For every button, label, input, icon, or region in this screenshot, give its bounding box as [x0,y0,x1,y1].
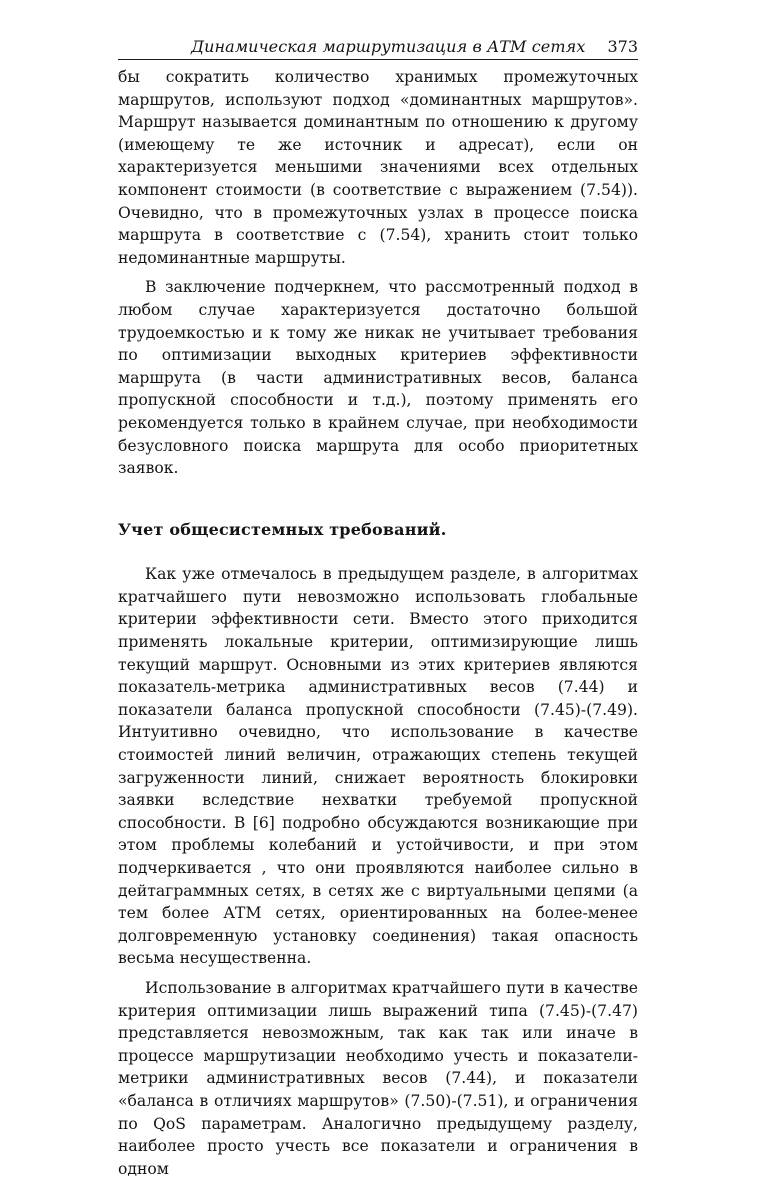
body-text [118,66,638,1180]
section-heading: Учет общесистемных требований. [118,519,447,539]
paragraph-global-criteria: Как уже отмечалось в предыдущем разделе, в алгоритмах кратчайшего пути невозможно использовать глобальные критерии эффективности сети. Вместо этого приходится применять локальные критерии, оптимизирующие лишь текущий маршрут. Основными из этих критериев являются показатель-метрика административных весов (7.44) и показатели баланса пропускной способности (7.45)-(7.49). Интуитивно очевидно, что использование в качестве стоимостей линий величин, отражающих степень текущей загруженности линий, снижает вероятность блокировки заявки вследствие нехватки требуемой пропускной способности. В [6] подробно обсуждаются возникающие при этом проблемы колебаний и устойчивости, и при этом подчеркивается , что они проявляются наиболее сильно в дейтаграммных сетях, в сетях же с виртуальными цепями (а тем более АТМ сетях, ориентированных на более-менее долговременную установку соединения) такая опасность весьма несущественна. [118,565,638,968]
running-header [118,34,638,60]
page-number: 373 [607,37,638,56]
running-title: Динамическая маршрутизация в АТМ сетях [191,37,586,56]
paragraph-conclusion: В заключение подчеркнем, что рассмотренный подход в любом случае характеризуется достаточно большой трудоемкостью и к тому же никак не учитывает требования по оптимизации выходных критериев эффективности маршрута (в части административных весов, баланса пропускной способности и т.д.), поэтому применять его рекомендуется только в крайнем случае, при необходимости безусловного поиска маршрута для особо приоритетных заявок. [118,278,638,478]
paragraph-dominant-routes: бы сократить количество хранимых промежуточных маршрутов, используют подход «доминантных маршрутов». Маршрут называется доминантным по отношению к другому (имеющему те же источник и адресат), если он характеризуется меньшими значениями всех отдельных компонент стоимости (в соответствие с выражением (7.54)). Очевидно, что в промежуточных узлах в процессе поиска маршрута в соответствие с (7.54), хранить стоит только недоминантные маршруты. [118,68,638,267]
paragraph-shortest-path-usage: Использование в алгоритмах кратчайшего пути в качестве критерия оптимизации лишь выражений типа (7.45)-(7.47) представляется невозможным, так как так или иначе в процессе маршрутизации необходимо учесть и показатели-метрики административных весов (7.44), и показатели «баланса в отличиях маршрутов» (7.50)-(7.51), и ограничения по QoS параметрам. Аналогично предыдущему разделу, наиболее просто учесть все показатели и ограничения в одном [118,978,638,1178]
